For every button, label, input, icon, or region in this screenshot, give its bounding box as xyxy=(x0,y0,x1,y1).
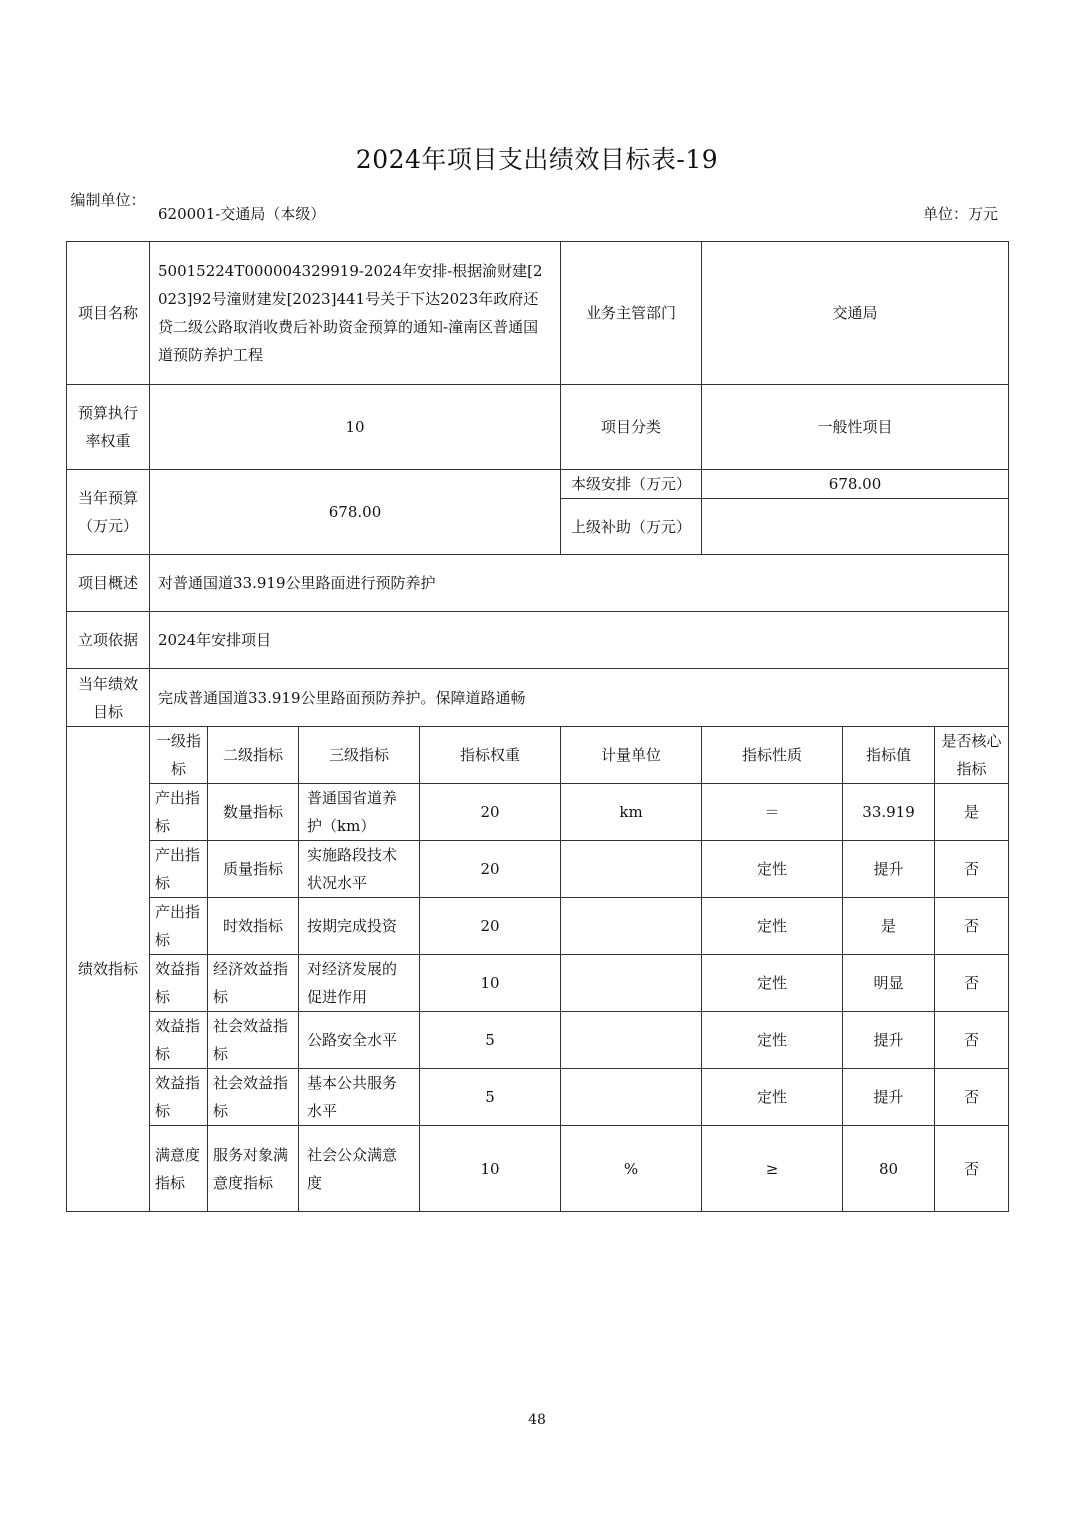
column-header: 是否核心指标 xyxy=(935,727,1009,784)
unit-cell xyxy=(561,955,702,1012)
basis-row xyxy=(67,612,1009,669)
nature-cell: 定性 xyxy=(702,955,843,1012)
indicator-row xyxy=(67,1069,1009,1126)
goal-row xyxy=(67,669,1009,727)
level1-cell: 效益指标 xyxy=(150,1069,208,1126)
level3-cell: 普通国省道养护（km） xyxy=(299,784,420,841)
goal-value: 完成普通国道33.919公里路面预防养护。保障道路通畅 xyxy=(150,669,1009,727)
unit-label: 编制单位： xyxy=(70,191,146,209)
core-cell: 否 xyxy=(935,1126,1009,1212)
page-title: 2024年项目支出绩效目标表-19 xyxy=(355,145,719,174)
category-label: 项目分类 xyxy=(561,385,702,470)
indicator-row xyxy=(67,841,1009,898)
level1-cell: 满意度指标 xyxy=(150,1126,208,1212)
budget-value: 678.00 xyxy=(150,470,561,555)
basis-value: 2024年安排项目 xyxy=(150,612,1009,669)
budget-label: 当年预算（万元） xyxy=(67,470,150,555)
level1-cell: 产出指标 xyxy=(150,784,208,841)
column-header: 三级指标 xyxy=(299,727,420,784)
nature-cell: 定性 xyxy=(702,841,843,898)
nature-cell: ＝ xyxy=(702,784,843,841)
page-number: 48 xyxy=(528,1412,546,1428)
local-value: 678.00 xyxy=(702,470,1009,499)
dept-value: 交通局 xyxy=(702,242,1009,385)
weight-cell: 5 xyxy=(420,1069,561,1126)
unit-cell: km xyxy=(561,784,702,841)
level3-cell: 实施路段技术状况水平 xyxy=(299,841,420,898)
level1-cell: 效益指标 xyxy=(150,1012,208,1069)
weight-cell: 20 xyxy=(420,841,561,898)
level3-cell: 对经济发展的促进作用 xyxy=(299,955,420,1012)
level2-cell: 数量指标 xyxy=(208,784,299,841)
level3-cell: 按期完成投资 xyxy=(299,898,420,955)
value-cell: 是 xyxy=(843,898,935,955)
nature-cell: 定性 xyxy=(702,1012,843,1069)
weight-cell: 10 xyxy=(420,1126,561,1212)
level2-cell: 社会效益指标 xyxy=(208,1012,299,1069)
indicator-row xyxy=(67,1126,1009,1212)
overview-value: 对普通国道33.919公里路面进行预防养护 xyxy=(150,555,1009,612)
value-cell: 提升 xyxy=(843,841,935,898)
category-value: 一般性项目 xyxy=(702,385,1009,470)
budget-row xyxy=(67,470,1009,499)
level1-cell: 产出指标 xyxy=(150,898,208,955)
project-name-value: 50015224T000004329919-2024年安排-根据渝财建[2023]92号潼财建发[2023]441号关于下达2023年政府还贷二级公路取消收费后补助资金预算的通知-潼南区普通国道预防养护工程 xyxy=(150,242,561,385)
column-header: 二级指标 xyxy=(208,727,299,784)
core-cell: 否 xyxy=(935,1069,1009,1126)
core-cell: 否 xyxy=(935,955,1009,1012)
indicator-row xyxy=(67,1012,1009,1069)
level1-cell: 产出指标 xyxy=(150,841,208,898)
level3-cell: 基本公共服务水平 xyxy=(299,1069,420,1126)
nature-cell: 定性 xyxy=(702,1069,843,1126)
column-header: 指标权重 xyxy=(420,727,561,784)
unit-value: 620001-交通局（本级） xyxy=(158,205,326,223)
unit-cell xyxy=(561,898,702,955)
nature-cell: ≥ xyxy=(702,1126,843,1212)
level2-cell: 质量指标 xyxy=(208,841,299,898)
value-cell: 明显 xyxy=(843,955,935,1012)
indicators-section-label: 绩效指标 xyxy=(67,727,150,1212)
level3-cell: 社会公众满意度 xyxy=(299,1126,420,1212)
core-cell: 否 xyxy=(935,1012,1009,1069)
upper-label: 上级补助（万元） xyxy=(561,499,702,555)
project-name-label: 项目名称 xyxy=(67,242,150,385)
weight-cell: 10 xyxy=(420,955,561,1012)
weight-cell: 5 xyxy=(420,1012,561,1069)
value-cell: 提升 xyxy=(843,1069,935,1126)
core-cell: 否 xyxy=(935,841,1009,898)
level1-cell: 效益指标 xyxy=(150,955,208,1012)
overview-label: 项目概述 xyxy=(67,555,150,612)
upper-value xyxy=(702,499,1009,555)
level2-cell: 时效指标 xyxy=(208,898,299,955)
indicator-row xyxy=(67,784,1009,841)
unit-cell: % xyxy=(561,1126,702,1212)
basis-label: 立项依据 xyxy=(67,612,150,669)
unit-cell xyxy=(561,841,702,898)
money-unit: 单位：万元 xyxy=(922,205,998,223)
weight-cell: 20 xyxy=(420,898,561,955)
exec-weight-row xyxy=(67,385,1009,470)
exec-weight-label: 预算执行率权重 xyxy=(67,385,150,470)
core-cell: 否 xyxy=(935,898,1009,955)
column-header: 计量单位 xyxy=(561,727,702,784)
weight-cell: 20 xyxy=(420,784,561,841)
indicator-row xyxy=(67,898,1009,955)
column-header: 指标值 xyxy=(843,727,935,784)
dept-label: 业务主管部门 xyxy=(561,242,702,385)
column-header: 一级指标 xyxy=(150,727,208,784)
value-cell: 80 xyxy=(843,1126,935,1212)
project-name-row xyxy=(67,242,1009,385)
value-cell: 提升 xyxy=(843,1012,935,1069)
indicator-row xyxy=(67,955,1009,1012)
goal-label: 当年绩效目标 xyxy=(67,669,150,727)
level2-cell: 服务对象满意度指标 xyxy=(208,1126,299,1212)
overview-row xyxy=(67,555,1009,612)
local-label: 本级安排（万元） xyxy=(561,470,702,499)
level2-cell: 经济效益指标 xyxy=(208,955,299,1012)
nature-cell: 定性 xyxy=(702,898,843,955)
column-header: 指标性质 xyxy=(702,727,843,784)
value-cell: 33.919 xyxy=(843,784,935,841)
performance-table xyxy=(66,241,1009,1212)
core-cell: 是 xyxy=(935,784,1009,841)
unit-cell xyxy=(561,1012,702,1069)
level3-cell: 公路安全水平 xyxy=(299,1012,420,1069)
unit-cell xyxy=(561,1069,702,1126)
exec-weight-value: 10 xyxy=(150,385,561,470)
level2-cell: 社会效益指标 xyxy=(208,1069,299,1126)
indicator-header-row xyxy=(67,727,1009,784)
